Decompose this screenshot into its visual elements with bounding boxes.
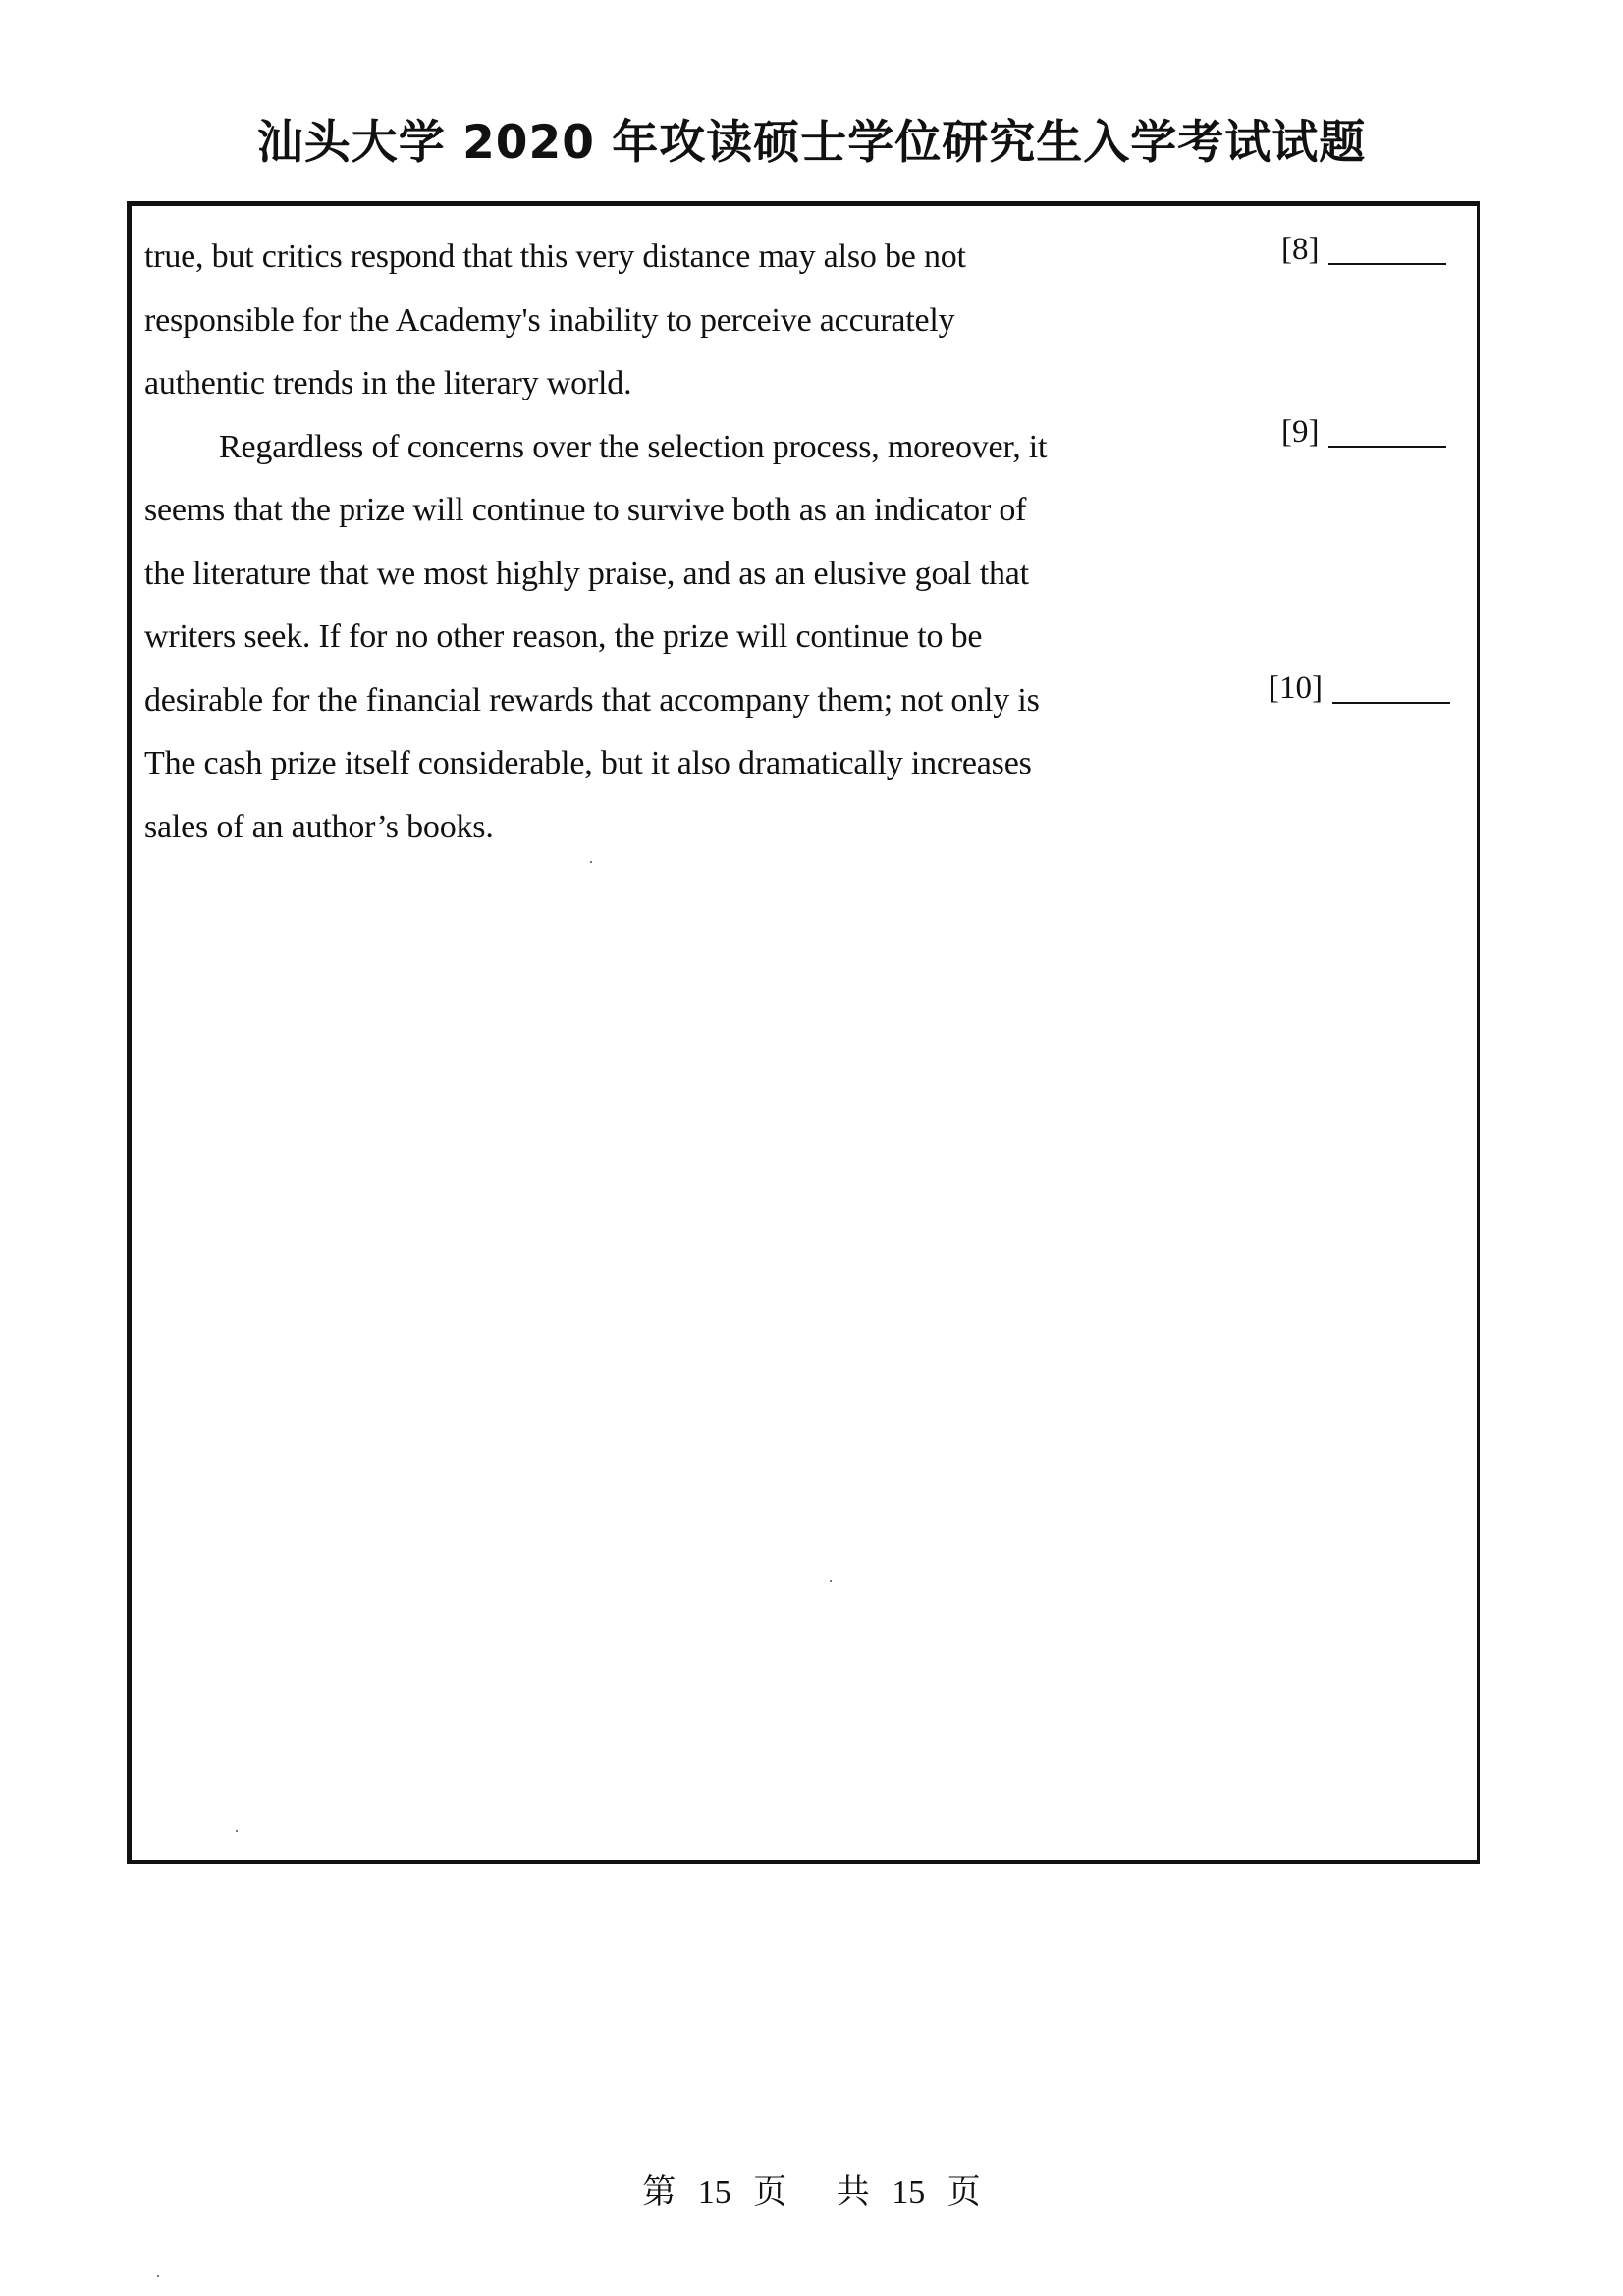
exam-title: 汕头大学 2020 年攻读硕士学位研究生入学考试试题 — [256, 116, 1367, 170]
footer-page-word: 第 — [642, 2174, 676, 2211]
passage-line: responsible for the Academy's inability to perceive accurately — [144, 301, 955, 339]
blank-underline — [1332, 702, 1450, 704]
page-indicator — [642, 2164, 786, 2213]
scan-speck — [830, 1580, 832, 1582]
total-pages-indicator — [837, 2164, 981, 2213]
passage-text — [144, 226, 1224, 859]
total-page-number: 15 — [892, 2174, 926, 2211]
passage-line: authentic trends in the literary world. — [144, 365, 632, 401]
footer-total-unit: 页 — [947, 2174, 981, 2211]
blank-label: [8] — [1281, 232, 1320, 267]
passage-line: true, but critics respond that this very distance may also be not — [144, 239, 966, 275]
passage-line: seems that the prize will continue to survive both as an indicator of — [144, 492, 1027, 528]
answer-blank-9 — [1281, 414, 1446, 451]
passage-line: the literature that we most highly praise, and as an elusive goal that — [144, 555, 1029, 592]
answer-blank-10 — [1269, 670, 1450, 707]
scan-speck — [236, 1830, 238, 1832]
passage-line: desirable for the financial rewards that accompany them; not only is — [144, 681, 1040, 719]
blank-label: [10] — [1269, 670, 1323, 706]
current-page-number: 15 — [697, 2174, 731, 2211]
scan-speck — [590, 861, 592, 863]
page-footer — [0, 2164, 1623, 2213]
blank-underline — [1328, 446, 1446, 448]
scan-speck — [157, 2275, 159, 2277]
answer-blank-8 — [1281, 232, 1446, 268]
footer-page-unit: 页 — [753, 2174, 787, 2211]
blank-label: [9] — [1281, 414, 1320, 450]
blank-underline — [1328, 263, 1446, 265]
passage-line: writers seek. If for no other reason, the prize will continue to be — [144, 618, 983, 655]
passage-line: sales of an author’s books. — [144, 808, 494, 845]
passage-line: The cash prize itself considerable, but it also dramatically increases — [144, 745, 1032, 781]
passage-line: Regardless of concerns over the selection process, moreover, it — [219, 428, 1048, 465]
footer-total-word: 共 — [836, 2174, 870, 2211]
